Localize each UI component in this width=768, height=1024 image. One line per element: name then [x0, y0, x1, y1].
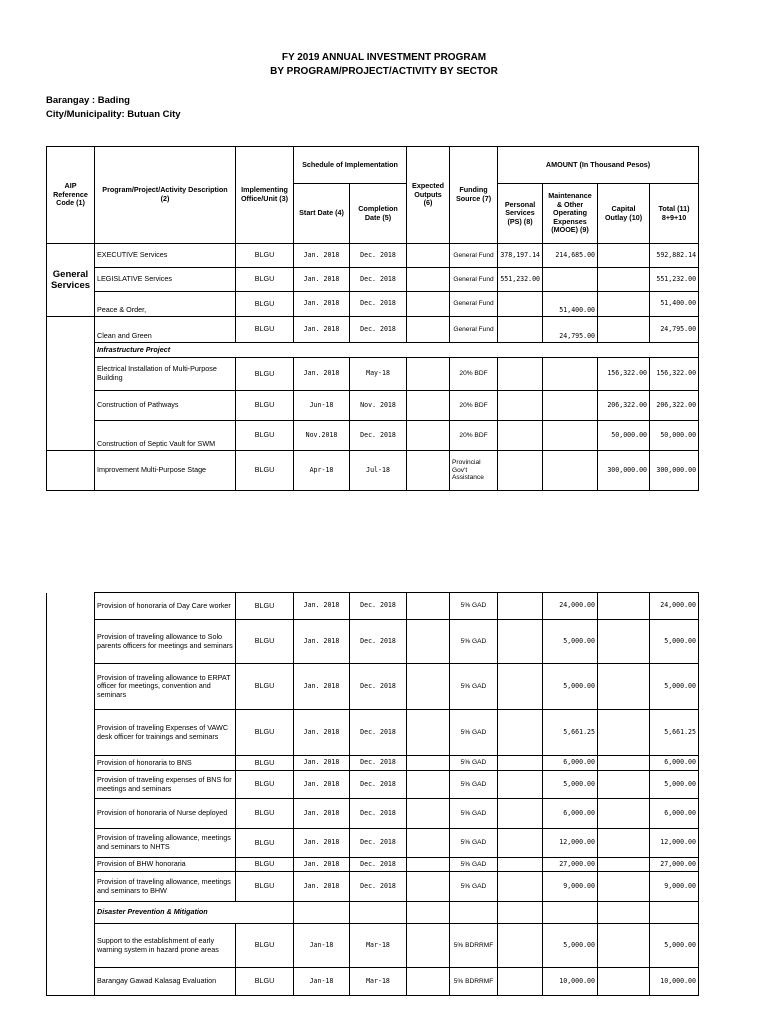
row-end: Dec. 2018	[350, 756, 407, 771]
table-row	[47, 771, 699, 799]
row-start: Jan. 2018	[294, 292, 350, 317]
row-outputs	[407, 872, 450, 902]
row-ps	[498, 968, 543, 996]
table-row	[47, 756, 699, 771]
row-start: Jan. 2018	[294, 268, 350, 292]
row-ps: 551,232.00	[498, 268, 543, 292]
table-row	[47, 858, 699, 872]
row-start: Jan. 2018	[294, 799, 350, 829]
aip-table-lower	[46, 592, 699, 996]
row-outputs	[407, 317, 450, 343]
row-fund: General Fund	[450, 268, 498, 292]
header-capital: Capital Outlay (10)	[598, 184, 650, 244]
table-row	[47, 829, 699, 858]
row-end: Dec. 2018	[350, 872, 407, 902]
row-desc: Provision of honoraria to BNS	[95, 756, 236, 771]
row-mooe: 24,795.00	[543, 317, 598, 343]
row-end: Dec. 2018	[350, 317, 407, 343]
row-total: 24,795.00	[650, 317, 699, 343]
table-row	[47, 268, 699, 292]
row-office: BLGU	[236, 593, 294, 620]
header-office: Implementing Office/Unit (3)	[236, 147, 294, 244]
row-total: 592,882.14	[650, 244, 699, 268]
row-outputs	[407, 756, 450, 771]
section-row	[47, 343, 699, 358]
row-end: Dec. 2018	[350, 292, 407, 317]
table-row	[47, 968, 699, 996]
row-start: Jan. 2018	[294, 317, 350, 343]
table-row	[47, 421, 699, 451]
row-co	[598, 244, 650, 268]
header-amount: AMOUNT (In Thousand Pesos)	[498, 147, 699, 184]
row-fund: 5% GAD	[450, 664, 498, 710]
row-end: Nov. 2018	[350, 391, 407, 421]
row-start: Jan. 2018	[294, 756, 350, 771]
aip-code-cell	[47, 593, 95, 996]
row-end: Dec. 2018	[350, 710, 407, 756]
row-ps	[498, 872, 543, 902]
row-co	[598, 924, 650, 968]
row-desc: EXECUTIVE Services	[95, 244, 236, 268]
row-mooe: 5,000.00	[543, 924, 598, 968]
row-start: Jan. 2018	[294, 593, 350, 620]
row-mooe	[543, 391, 598, 421]
row-fund: 5% GAD	[450, 771, 498, 799]
row-fund: 5% GAD	[450, 858, 498, 872]
table-row	[47, 924, 699, 968]
row-ps	[498, 924, 543, 968]
row-fund: General Fund	[450, 317, 498, 343]
row-desc: Provision of traveling expenses of BNS for meetings and seminars	[95, 771, 236, 799]
row-office: BLGU	[236, 858, 294, 872]
row-start: Jan. 2018	[294, 872, 350, 902]
row-end: Dec. 2018	[350, 268, 407, 292]
row-fund: 5% GAD	[450, 872, 498, 902]
barangay-label: Barangay : Bading	[46, 95, 130, 106]
row-mooe: 27,000.00	[543, 858, 598, 872]
row-desc: Provision of traveling allowance to Solo parents officers for meetings and seminars	[95, 620, 236, 664]
row-outputs	[407, 268, 450, 292]
row-mooe: 24,000.00	[543, 593, 598, 620]
row-desc: Provision of traveling allowance, meetings and seminars to NHTS	[95, 829, 236, 858]
table-row	[47, 620, 699, 664]
table-row	[47, 872, 699, 902]
title-line-2: BY PROGRAM/PROJECT/ACTIVITY BY SECTOR	[270, 66, 498, 77]
row-total: 5,000.00	[650, 620, 699, 664]
row-office: BLGU	[236, 620, 294, 664]
row-mooe	[543, 268, 598, 292]
row-total: 24,000.00	[650, 593, 699, 620]
row-total: 10,000.00	[650, 968, 699, 996]
row-start: Nov.2018	[294, 421, 350, 451]
table-row	[47, 292, 699, 317]
row-co	[598, 292, 650, 317]
row-fund: 5% GAD	[450, 829, 498, 858]
row-start: Jan. 2018	[294, 664, 350, 710]
sector-label: General Services	[47, 244, 95, 317]
table-row	[47, 244, 699, 268]
row-mooe	[543, 358, 598, 391]
blank-cell	[598, 902, 650, 924]
row-office: BLGU	[236, 268, 294, 292]
row-total: 5,000.00	[650, 771, 699, 799]
row-ps	[498, 593, 543, 620]
table-row	[47, 799, 699, 829]
row-start: Jan-18	[294, 924, 350, 968]
row-co	[598, 620, 650, 664]
row-outputs	[407, 858, 450, 872]
row-fund: 5% BDRRMF	[450, 924, 498, 968]
header-completion: Completion Date (5)	[350, 184, 407, 244]
header-schedule: Schedule of Implementation	[294, 147, 407, 184]
row-outputs	[407, 292, 450, 317]
row-fund: 5% BDRRMF	[450, 968, 498, 996]
row-total: 9,000.00	[650, 872, 699, 902]
row-total: 5,000.00	[650, 664, 699, 710]
row-end: Dec. 2018	[350, 664, 407, 710]
row-start: Jan. 2018	[294, 358, 350, 391]
row-co	[598, 872, 650, 902]
row-mooe: 51,400.00	[543, 292, 598, 317]
row-outputs	[407, 829, 450, 858]
header-funding: Funding Source (7)	[450, 147, 498, 244]
row-end: Mar-18	[350, 924, 407, 968]
row-outputs	[407, 358, 450, 391]
row-office: BLGU	[236, 710, 294, 756]
blank-cell	[650, 902, 699, 924]
row-total: 206,322.00	[650, 391, 699, 421]
header-desc: Program/Project/Activity Description (2)	[95, 147, 236, 244]
row-mooe: 10,000.00	[543, 968, 598, 996]
row-outputs	[407, 924, 450, 968]
row-total: 300,000.00	[650, 451, 699, 491]
row-desc: Construction of Pathways	[95, 391, 236, 421]
row-end: Dec. 2018	[350, 620, 407, 664]
row-office: BLGU	[236, 358, 294, 391]
table-row	[47, 664, 699, 710]
row-fund: 20% BDF	[450, 421, 498, 451]
row-mooe	[543, 421, 598, 451]
row-desc: Construction of Septic Vault for SWM	[95, 421, 236, 451]
row-start: Jan. 2018	[294, 244, 350, 268]
row-ps	[498, 756, 543, 771]
row-ps	[498, 829, 543, 858]
row-mooe: 214,685.00	[543, 244, 598, 268]
row-office: BLGU	[236, 924, 294, 968]
row-end: Dec. 2018	[350, 829, 407, 858]
row-ps: 378,197.14	[498, 244, 543, 268]
row-office: BLGU	[236, 799, 294, 829]
row-desc: Electrical Installation of Multi-Purpose Building	[95, 358, 236, 391]
row-ps	[498, 391, 543, 421]
table-row	[47, 358, 699, 391]
row-desc: Barangay Gawad Kalasag Evaluation	[95, 968, 236, 996]
blank-cell	[350, 902, 407, 924]
header-aip: AIP Reference Code (1)	[47, 147, 95, 244]
row-end: Mar-18	[350, 968, 407, 996]
row-mooe: 5,000.00	[543, 771, 598, 799]
row-co: 50,000.00	[598, 421, 650, 451]
row-total: 6,000.00	[650, 799, 699, 829]
row-outputs	[407, 710, 450, 756]
row-co	[598, 317, 650, 343]
row-desc: Provision of traveling allowance to ERPAT officer for meetings, convention and seminars	[95, 664, 236, 710]
section-label-infra: Infrastructure Project	[95, 343, 699, 358]
blank-cell	[498, 902, 543, 924]
row-start: Apr-18	[294, 451, 350, 491]
row-total: 156,322.00	[650, 358, 699, 391]
row-fund: 5% GAD	[450, 799, 498, 829]
row-co	[598, 799, 650, 829]
row-end: May-18	[350, 358, 407, 391]
table-row	[47, 391, 699, 421]
row-desc: Provision of honoraria of Nurse deployed	[95, 799, 236, 829]
row-office: BLGU	[236, 317, 294, 343]
row-desc: Support to the establishment of early warning system in hazard prone areas	[95, 924, 236, 968]
row-end: Dec. 2018	[350, 593, 407, 620]
row-outputs	[407, 799, 450, 829]
row-end: Dec. 2018	[350, 244, 407, 268]
row-outputs	[407, 244, 450, 268]
row-office: BLGU	[236, 421, 294, 451]
row-co	[598, 710, 650, 756]
row-start: Jan-18	[294, 968, 350, 996]
row-end: Dec. 2018	[350, 799, 407, 829]
row-ps	[498, 771, 543, 799]
row-mooe: 12,000.00	[543, 829, 598, 858]
row-total: 5,661.25	[650, 710, 699, 756]
row-ps	[498, 664, 543, 710]
row-office: BLGU	[236, 664, 294, 710]
table-row	[47, 593, 699, 620]
row-fund: 5% GAD	[450, 710, 498, 756]
row-mooe: 6,000.00	[543, 799, 598, 829]
row-office: BLGU	[236, 292, 294, 317]
table-row	[47, 710, 699, 756]
row-total: 551,232.00	[650, 268, 699, 292]
blank-cell	[407, 902, 450, 924]
row-end: Dec. 2018	[350, 858, 407, 872]
row-total: 12,000.00	[650, 829, 699, 858]
row-ps	[498, 858, 543, 872]
table-row	[47, 451, 699, 491]
header-mooe: Maintenance & Other Operating Expenses (MOOE) (9)	[543, 184, 598, 244]
row-outputs	[407, 771, 450, 799]
row-total: 51,400.00	[650, 292, 699, 317]
row-start: Jan. 2018	[294, 771, 350, 799]
row-co	[598, 771, 650, 799]
row-desc: LEGISLATIVE Services	[95, 268, 236, 292]
blank-cell	[294, 902, 350, 924]
row-start: Jan. 2018	[294, 710, 350, 756]
header-start: Start Date (4)	[294, 184, 350, 244]
header-total: Total (11) 8+9+10	[650, 184, 699, 244]
row-ps	[498, 710, 543, 756]
row-fund: General Fund	[450, 292, 498, 317]
row-start: Jun-18	[294, 391, 350, 421]
row-total: 27,000.00	[650, 858, 699, 872]
row-start: Jan. 2018	[294, 829, 350, 858]
row-end: Dec. 2018	[350, 421, 407, 451]
city-label: City/Municipality: Butuan City	[46, 109, 181, 120]
row-desc: Provision of traveling Expenses of VAWC desk officer for trainings and seminars	[95, 710, 236, 756]
row-co: 156,322.00	[598, 358, 650, 391]
row-desc: Improvement Multi-Purpose Stage	[95, 451, 236, 491]
row-outputs	[407, 391, 450, 421]
row-mooe: 6,000.00	[543, 756, 598, 771]
section-label-disaster: Disaster Prevention & Mitigation	[95, 902, 294, 924]
row-fund: 5% GAD	[450, 620, 498, 664]
row-total: 6,000.00	[650, 756, 699, 771]
row-office: BLGU	[236, 771, 294, 799]
row-co	[598, 756, 650, 771]
row-co	[598, 664, 650, 710]
row-start: Jan. 2018	[294, 620, 350, 664]
row-office: BLGU	[236, 244, 294, 268]
row-total: 5,000.00	[650, 924, 699, 968]
row-office: BLGU	[236, 968, 294, 996]
title-line-1: FY 2019 ANNUAL INVESTMENT PROGRAM	[281, 52, 487, 63]
row-fund: Provincial Gov't Assistance	[450, 451, 498, 491]
row-office: BLGU	[236, 829, 294, 858]
row-co: 300,000.00	[598, 451, 650, 491]
row-co	[598, 858, 650, 872]
aip-code-cell	[47, 451, 95, 491]
row-mooe: 5,000.00	[543, 664, 598, 710]
row-mooe	[543, 451, 598, 491]
row-fund: 5% GAD	[450, 756, 498, 771]
row-ps	[498, 620, 543, 664]
row-co	[598, 268, 650, 292]
row-fund: 20% BDF	[450, 358, 498, 391]
row-outputs	[407, 421, 450, 451]
row-end: Dec. 2018	[350, 771, 407, 799]
row-outputs	[407, 620, 450, 664]
row-ps	[498, 451, 543, 491]
row-end: Jul-18	[350, 451, 407, 491]
aip-code-cell	[47, 317, 95, 451]
row-fund: 20% BDF	[450, 391, 498, 421]
row-outputs	[407, 664, 450, 710]
row-desc: Provision of traveling allowance, meetings and seminars to BHW	[95, 872, 236, 902]
row-co	[598, 829, 650, 858]
row-mooe: 5,661.25	[543, 710, 598, 756]
aip-table-upper	[46, 146, 699, 491]
row-mooe: 5,000.00	[543, 620, 598, 664]
table-row	[47, 317, 699, 343]
row-desc: Provision of honoraria of Day Care worker	[95, 593, 236, 620]
header-outputs: Expected Outputs (6)	[407, 147, 450, 244]
blank-cell	[543, 902, 598, 924]
row-ps	[498, 358, 543, 391]
row-start: Jan. 2018	[294, 858, 350, 872]
row-co: 206,322.00	[598, 391, 650, 421]
row-mooe: 9,000.00	[543, 872, 598, 902]
row-outputs	[407, 968, 450, 996]
row-outputs	[407, 593, 450, 620]
row-office: BLGU	[236, 451, 294, 491]
row-office: BLGU	[236, 872, 294, 902]
row-desc: Clean and Green	[95, 317, 236, 343]
row-office: BLGU	[236, 391, 294, 421]
row-co	[598, 968, 650, 996]
row-desc: Provision of BHW honoraria	[95, 858, 236, 872]
row-total: 50,000.00	[650, 421, 699, 451]
row-ps	[498, 317, 543, 343]
row-co	[598, 593, 650, 620]
section-row	[47, 902, 699, 924]
row-ps	[498, 799, 543, 829]
row-outputs	[407, 451, 450, 491]
blank-cell	[450, 902, 498, 924]
row-ps	[498, 292, 543, 317]
row-fund: 5% GAD	[450, 593, 498, 620]
header-ps: Personal Services (PS) (8)	[498, 184, 543, 244]
row-fund: General Fund	[450, 244, 498, 268]
row-desc: Peace & Order,	[95, 292, 236, 317]
row-office: BLGU	[236, 756, 294, 771]
row-ps	[498, 421, 543, 451]
